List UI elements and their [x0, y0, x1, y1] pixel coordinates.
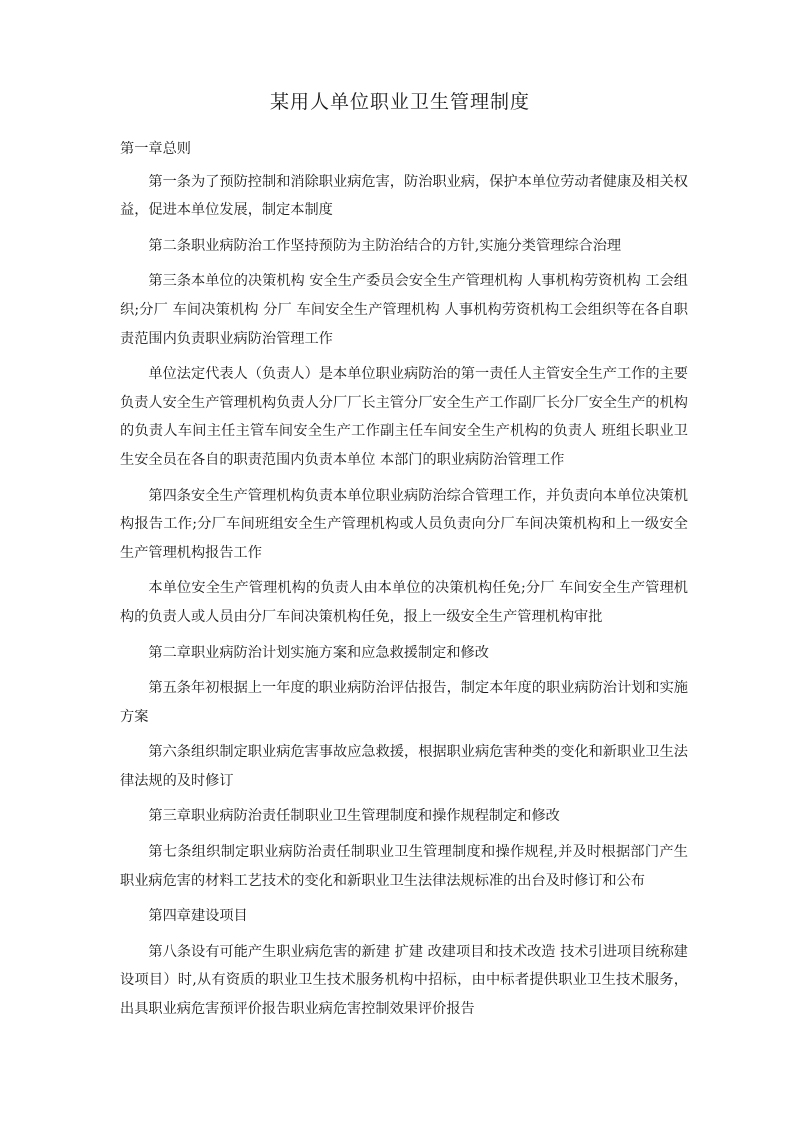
article-8-paragraph: 第八条设有可能产生职业病危害的新建 扩建 改建项目和技术改造 技术引进项目统称建设项目）时,从有资质的职业卫生技术服务机构中招标，由中标者提供职业卫生技术服务，出具职业病危害预评价报告职业病危害控制效果评价报告: [120, 943, 688, 1018]
chapter-heading-3: 第三章职业病防治责任制职业卫生管理制度和操作规程制定和修改: [148, 808, 560, 825]
article-4-paragraph: 第四条安全生产管理机构负责本单位职业病防治综合管理工作，并负责向本单位决策机构报告工作;分厂车间班组安全生产管理机构或人员负责向分厂车间决策机构和上一级安全生产管理机构报告工作: [120, 487, 688, 561]
management-appointment-paragraph: 本单位安全生产管理机构的负责人由本单位的决策机构任免;分厂 车间安全生产管理机构的负责人或人员由分厂车间决策机构任免，报上一级安全生产管理机构审批: [120, 580, 688, 625]
chapter-heading-4: 第四章建设项目: [148, 908, 248, 925]
document-body: [120, 135, 688, 1031]
document-title: 某用人单位职业卫生管理制度: [269, 91, 530, 113]
chapter-heading-2: 第二章职业病防治计划实施方案和应急救援制定和修改: [148, 644, 489, 661]
article-5-paragraph: 第五条年初根据上一年度的职业病防治评估报告，制定本年度的职业病防治计划和实施方案: [120, 680, 688, 725]
article-1-paragraph: 第一条为了预防控制和消除职业病危害，防治职业病，保护本单位劳动者健康及相关权益，促进本单位发展，制定本制度: [120, 173, 688, 219]
article-2-paragraph: 第二条职业病防治工作坚持预防为主防治结合的方针,实施分类管理综合治理: [148, 237, 622, 254]
article-7-paragraph: 第七条组织制定职业病防治责任制职业卫生管理制度和操作规程,并及时根据部门产生职业病危害的材料工艺技术的变化和新职业卫生法律法规标准的出台及时修订和公布: [120, 844, 688, 889]
article-6-paragraph: 第六条组织制定职业病危害事故应急救援，根据职业病危害种类的变化和新职业卫生法律法规的及时修订: [120, 744, 688, 789]
chapter-heading-1: 第一章总则: [120, 141, 191, 157]
legal-representative-paragraph: 单位法定代表人（负责人）是本单位职业病防治的第一责任人主管安全生产工作的主要负责人安全生产管理机构负责人分厂厂长主管分厂安全生产工作副厂长分厂安全生产的机构的负责人车间主任主管车间安全生产工作副主任车间安全生产机构的负责人 班组长职业卫生安全员在各自的职责范围内负责本单位 本部门的职业病防治管理工作: [120, 366, 688, 468]
article-3-paragraph: 第三条本单位的决策机构 安全生产委员会安全生产管理机构 人事机构劳资机构 工会组织;分厂 车间决策机构 分厂 车间安全生产管理机构 人事机构劳资机构工会组织等在各自职责范围内负责职业病防治管理工作: [120, 273, 688, 347]
